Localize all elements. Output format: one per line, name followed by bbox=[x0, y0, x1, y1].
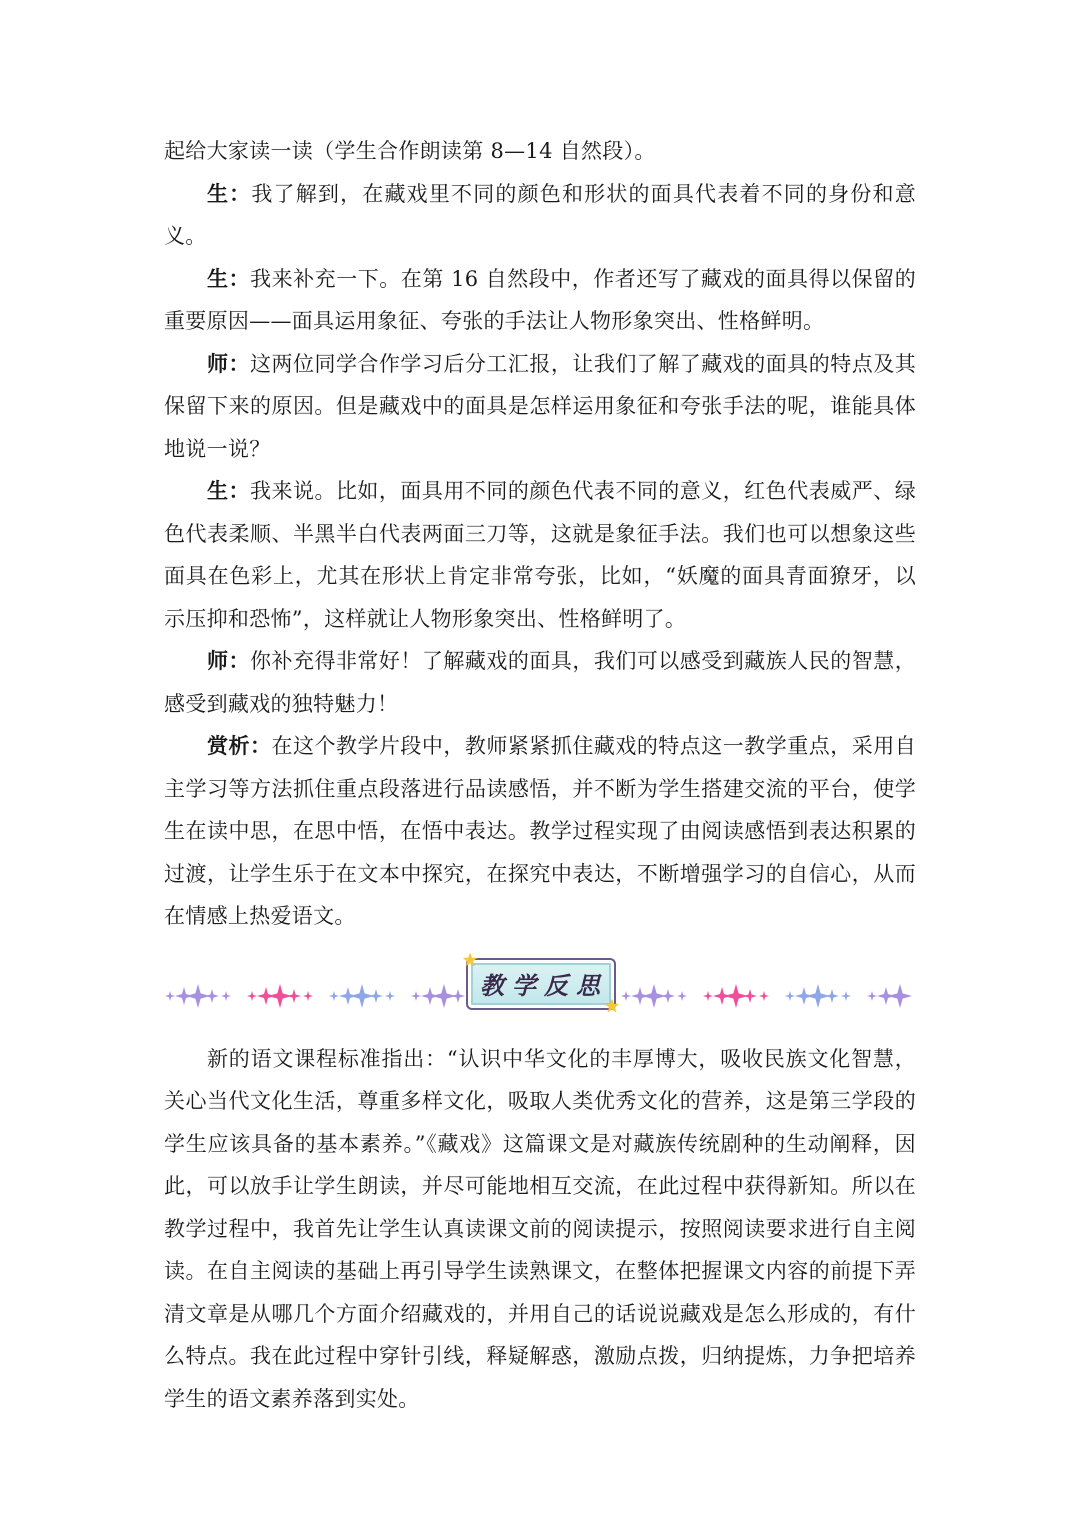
section-title: 教学反思 bbox=[480, 971, 608, 1000]
sparkle-icon bbox=[385, 991, 395, 1001]
sparkle-icon bbox=[411, 991, 421, 1001]
paragraph-student-3 bbox=[164, 470, 916, 640]
paragraph-text: 我了解到，在藏戏里不同的颜色和形状的面具代表着不同的身份和意义。 bbox=[164, 181, 916, 248]
document-page bbox=[164, 130, 916, 1420]
sparkle-icon bbox=[661, 989, 675, 1003]
sparkle-icon bbox=[287, 989, 301, 1003]
sparkle-icon bbox=[867, 991, 877, 1001]
sparkle-icon bbox=[329, 991, 339, 1001]
sparkle-icon bbox=[785, 991, 795, 1001]
sparkle-icon bbox=[841, 991, 851, 1001]
paragraph-teacher-1 bbox=[164, 343, 916, 471]
sparkle-icon bbox=[825, 989, 839, 1003]
paragraph-text: 这两位同学合作学习后分工汇报，让我们了解了藏戏的面具的特点及其保留下来的原因。但是藏戏中的面具是怎样运用象征和夸张手法的呢，谁能具体地说一说？ bbox=[164, 351, 916, 461]
paragraph-text: 你补充得非常好！了解藏戏的面具，我们可以感受到藏族人民的智慧，感受到藏戏的独特魅力！ bbox=[164, 649, 916, 716]
paragraph-continuation bbox=[164, 130, 916, 173]
paragraph-reflection bbox=[164, 1038, 916, 1421]
sparkle-icon bbox=[303, 991, 313, 1001]
sparkle-icon bbox=[165, 991, 175, 1001]
speaker-label: 师： bbox=[207, 350, 250, 376]
paragraph-student-2 bbox=[164, 258, 916, 343]
paragraph-teacher-2 bbox=[164, 640, 916, 725]
sparkle-icon bbox=[743, 989, 757, 1003]
paragraph-text: 在这个教学片段中，教师紧紧抓住藏戏的特点这一教学重点，采用自主学习等方法抓住重点段落进行品读感悟，并不断为学生搭建交流的平台，使学生在读中思，在思中悟，在悟中表达。教学过程实现了由阅读感悟到表达积累的过渡，让学生乐于在文本中探究，在探究中表达，不断增强学习的自信心，从而在情感上热爱语文。 bbox=[164, 734, 917, 928]
sparkle-icon bbox=[759, 991, 769, 1001]
sparkle-icon bbox=[677, 991, 687, 1001]
paragraph-text: 我来说。比如，面具用不同的颜色代表不同的意义，红色代表威严、绿色代表柔顺、半黑半白代表两面三刀等，这就是象征手法。我们也可以想象这些面具在色彩上，尤其在形状上肯定非常夸张，比如，“妖魔的面具青面獠牙，以示压抑和恐怖”，这样就让人物形象突出、性格鲜明了。 bbox=[164, 479, 916, 631]
sparkle-icon bbox=[369, 989, 383, 1003]
paragraph-text: 新的语文课程标准指出：“认识中华文化的丰厚博大，吸收民族文化智慧，关心当代文化生活，尊重多样文化，吸取人类优秀文化的营养，这是第三学段的学生应该具备的基本素养。”《藏戏》这篇课文是对藏族传统剧种的生动阐释，因此，可以放手让学生朗读，并尽可能地相互交流，在此过程中获得新知。所以在教学过程中，我首先让学生认真读课文前的阅读提示，按照阅读要求进行自主阅读。在自主阅读的基础上再引导学生读熟课文，在整体把握课文内容的前提下弄清文章是从哪几个方面介绍藏戏的，并用自己的话说说藏戏是怎么形成的，有什么特点。我在此过程中穿针引线，释疑解惑，激励点拨，归纳提炼，力争把培养学生的语文素养落到实处。 bbox=[164, 1046, 916, 1411]
speaker-label: 赏析： bbox=[207, 733, 272, 758]
sparkle-icon bbox=[205, 989, 219, 1003]
paragraph-text: 起给大家读一读（学生合作朗读第 8—14 自然段）。 bbox=[164, 139, 656, 163]
paragraph-analysis bbox=[164, 725, 916, 938]
star-icon: ★ bbox=[603, 995, 620, 1017]
speaker-label: 生： bbox=[207, 180, 252, 206]
sparkle-icon bbox=[888, 984, 912, 1008]
sparkle-icon bbox=[247, 991, 257, 1001]
speaker-label: 师： bbox=[207, 648, 250, 673]
sparkle-icon bbox=[451, 989, 465, 1003]
section-banner bbox=[462, 949, 620, 1017]
sparkle-icon bbox=[703, 991, 713, 1001]
paragraph-student-1 bbox=[164, 173, 916, 258]
speaker-label: 生： bbox=[207, 478, 250, 503]
sparkle-icon bbox=[621, 991, 631, 1001]
speaker-label: 生： bbox=[207, 265, 251, 291]
star-icon: ★ bbox=[462, 949, 479, 971]
paragraph-text: 我来补充一下。在第 16 自然段中，作者还写了藏戏的面具得以保留的重要原因——面具运用象征、夸张的手法让人物形象突出、性格鲜明。 bbox=[164, 266, 916, 333]
section-divider bbox=[164, 946, 916, 1026]
sparkle-icon bbox=[221, 991, 231, 1001]
